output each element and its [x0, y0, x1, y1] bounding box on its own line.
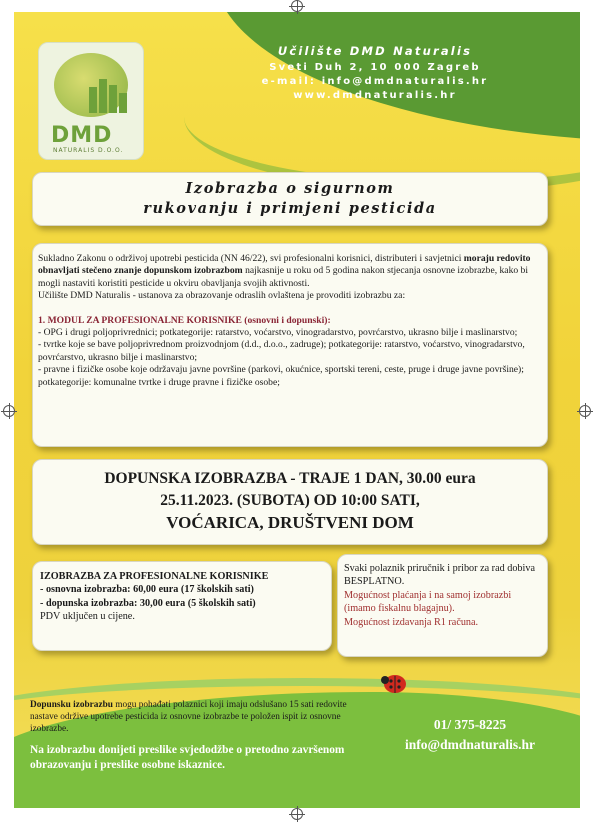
- info-box: [337, 554, 548, 657]
- price-extra: - dopunska izobrazba: 30,00 eura (5 školskih sati): [40, 597, 256, 609]
- ladybug-icon: [380, 671, 408, 695]
- header-contact: [230, 44, 520, 103]
- event-date: 25.11.2023. (SUBOTA) OD 10:00 SATI,: [160, 492, 420, 509]
- contact-email[interactable]: info@dmdnaturalis.hr: [405, 737, 535, 752]
- module-heading: 1. MODUL ZA PROFESIONALNE KORISNIKE (osnovni i dopunski):: [38, 314, 331, 326]
- bottom-note-bold: Dopunsku izobrazbu: [30, 700, 113, 710]
- price-vat: PDV uključen u cijene.: [40, 611, 135, 623]
- title-line-1: Izobrazba o sigurnom: [185, 180, 395, 197]
- org-address: Sveti Duh 2, 10 000 Zagreb: [269, 62, 481, 73]
- intro-text-a: Sukladno Zakonu o održivoj upotrebi pesticida (NN 46/22), svi profesionalni korisnici, distributeri i savjetnici: [38, 253, 464, 264]
- intro-paragraph: [38, 253, 541, 290]
- main-text-box: [32, 243, 548, 447]
- price-heading: IZOBRAZBA ZA PROFESIONALNE KORISNIKE: [40, 571, 269, 582]
- title-box: [32, 172, 548, 226]
- contact-block: [386, 715, 554, 755]
- org-name: Učilište DMD Naturalis: [277, 44, 473, 58]
- list-item: - tvrtke koje se bave poljoprivrednom proizvodnjom (d.d., d.o.o., zadruge); potkategorije: ratarstvo, voćarstvo, vinogradarstvo, povrćarstvo, ukrasno bilje i maslinarstvo;: [38, 339, 525, 363]
- bottom-note-rest: mogu pohađati polaznici koji imaju odslušano 15 sati redovite nastave održive upotrebe pesticida iz osnovne izobrazbe te položen ispit iz osnovne izobrazbe.: [30, 700, 347, 734]
- authorization-paragraph: Učilište DMD Naturalis - ustanova za obrazovanje odraslih ovlaštena je provoditi izobrazbu za:: [38, 290, 406, 302]
- bottom-note: [30, 699, 362, 735]
- price-basic: - osnovna izobrazba: 60,00 eura (17 školskih sati): [40, 584, 254, 596]
- intro-text-bold: moraju redovito obnavljati stečeno znanje dopunskom izobrazbom: [38, 253, 531, 277]
- bottom-documents-note: Na izobrazbu donijeti preslike svjedodžbe o pretodno završenom obrazovanju i preslike osobne iskaznice.: [30, 744, 345, 771]
- registration-mark-icon: [579, 405, 591, 417]
- intro-text-b: najkasnije u roku od 5 godina nakon stjecanja osnovne izobrazbe, kako bi mogli nastaviti koristiti pesticide u okviru obavljanja svojih aktivnosti.: [38, 265, 529, 289]
- dmd-logo: [38, 42, 144, 160]
- registration-mark-icon: [291, 0, 303, 12]
- logo-brand: DMD: [51, 123, 113, 148]
- list-item: - OPG i drugi poljoprivrednici; potkategorije: ratarstvo, voćarstvo, vinogradarstvo, povrćarstvo, ukrasno bilje i maslinarstvo;: [38, 327, 518, 339]
- org-email[interactable]: e-mail: info@dmdnaturalis.hr: [261, 76, 489, 87]
- info-invoice: Mogućnost izdavanja R1 računa.: [344, 616, 479, 628]
- price-box: [32, 561, 332, 651]
- event-box: [32, 459, 548, 545]
- org-website[interactable]: www.dmdnaturalis.hr: [293, 90, 457, 101]
- title-line-2: rukovanju i primjeni pesticida: [143, 200, 437, 217]
- list-item: - pravne i fizičke osobe koje održavaju javne površine (parkovi, okućnice, sportski tereni, ceste, pruge i druge javne površine); potkategorije: komunalne tvrtke i druge pravne i fizičke osobe;: [38, 364, 524, 388]
- registration-mark-icon: [3, 405, 15, 417]
- contact-phone[interactable]: 01/ 375-8225: [433, 717, 507, 732]
- event-location: VOĆARICA, DRUŠTVENI DOM: [166, 513, 414, 532]
- event-duration: DOPUNSKA IZOBRAZBA - TRAJE 1 DAN, 30.00 eura: [104, 470, 476, 487]
- info-materials: Svaki polaznik priručnik i pribor za rad dobiva BESPLATNO.: [344, 563, 535, 588]
- info-payment: Mogućnost plaćanja i na samoj izobrazbi (imamo fiskalnu blagajnu).: [344, 589, 512, 615]
- logo-sub: NATURALIS D.O.O.: [53, 147, 124, 154]
- registration-mark-icon: [291, 808, 303, 820]
